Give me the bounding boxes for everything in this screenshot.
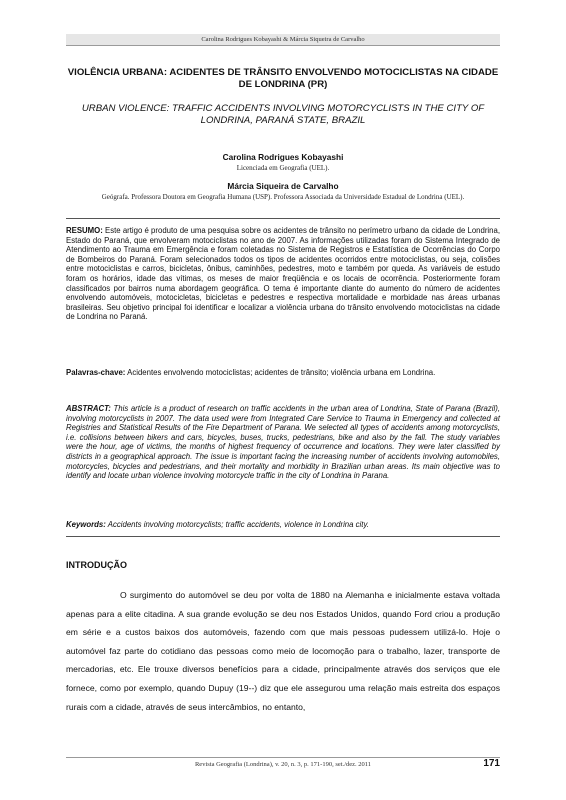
resumo-paragraph [66,226,500,322]
resumo-label: RESUMO: [66,226,103,235]
running-head: Carolina Rodrigues Kobayashi & Márcia Siqueira de Carvalho [66,34,500,46]
palavras-chave-label: Palavras-chave: [66,368,126,377]
palavras-chave-text: Acidentes envolvendo motociclistas; acidentes de trânsito; violência urbana em Londrina. [127,368,436,377]
abstract-label: ABSTRACT: [66,404,111,413]
author-affiliation: Geógrafa. Professora Doutora em Geografia Humana (USP). Professora Associada da Universidade Estadual de Londrina (UEL). [101,193,465,201]
author-name: Márcia Siqueira de Carvalho [227,181,339,191]
author-affiliation: Licenciada em Geografia (UEL). [236,164,330,172]
article-title-english: URBAN VIOLENCE: TRAFFIC ACCIDENTS INVOLVING MOTORCYCLISTS IN THE CITY OF LONDRINA, PARANÁ STATE, BRAZIL [81,103,485,126]
keywords-text: Accidents involving motorcyclists; traffic accidents, violence in Londrina city. [107,520,369,529]
keywords-paragraph [66,520,500,530]
section-heading: INTRODUÇÃO [66,560,127,570]
page-number: 171 [483,758,500,769]
abstract-text: This article is a product of research on traffic accidents in the urban area of Londrina, State of Parana (Brazil), involving motorcyclists in 2007. The data used were from Integrated Care Service to Trauma in Emergency and collected at Registries and Statistical Results of the Fire Department of Parana. We selected all types of accidents among motorcyclists, i.e. collisions between bikers and cars, bicycles, buses, trucks, pedestrians, bike and also by the fall. The study variables were the hour, age of victims, the months of highest frequency of occurrence and locations. They were later classified by districts in a geographical approach. The issue is important facing the increasing number of accidents involving automobiles, motorcycles, bicycles and pedestrians, and their mortality and morbidity in Brazilian urban areas. Its main objective was to identify and locate urban violence involving motorcycle traffic in the city of Londrina in Parana. [66,404,501,481]
author-name: Carolina Rodrigues Kobayashi [222,152,344,162]
keywords-label: Keywords: [66,520,106,529]
footer-divider [66,757,500,758]
resumo-text: Este artigo é produto de uma pesquisa sobre os acidentes de trânsito no perímetro urbano da cidade de Londrina, Estado do Paraná, que envolveram motociclistas no ano de 2007. As informações utilizadas foram do Sistema Integrado de Atendimento ao Trauma em Emergência e foram coletadas no Sistema de Registros e Estatística de Ocorrências do Corpo de Bombeiros do Paraná. Foram selecionados todos os tipos de acidentes ocorridos entre motociclistas, ou seja, colisões entre motociclistas e carros, bicicletas, ônibus, caminhões, pedestres, moto e também por queda. As variáveis de estudo foram os horários, idade das vítimas, os meses de maior freqüência e os locais de ocorrência. Posteriormente foram classificados por bairros numa abordagem geográfica. O tema é importante diante do aumento do número de acidentes envolvendo automóveis, motocicletas, bicicletas e pedestres e respectiva mortalidade e morbidade nas áreas urbanas brasileiras. Seu objetivo principal foi identificar e localizar a violência urbana do trânsito envolvendo motociclistas na cidade de Londrina no Paraná. [66,226,500,322]
body-paragraph: O surgimento do automóvel se deu por volta de 1880 na Alemanha e inicialmente estava voltada apenas para a elite citadina. A sua grande evolução se deu nos Estados Unidos, quando Ford criou a produção em série e a custos baixos dos automóveis, fazendo com que mais pessoas pudessem utilizá-lo. Hoje o automóvel faz parte do cotidiano das pessoas como meio de locomoção para o trabalho, lazer, transporte de mercadorias, etc. Ele trouxe diversos benefícios para a cidade, principalmente através dos serviços que ele fornece, como por exemplo, quando Dupuy (19--) diz que ele assegurou uma relação mais estreita dos espaços rurais com a cidade, através de seus intercâmbios, no entanto, [66,590,500,712]
palavras-chave-paragraph [66,368,500,378]
abstract-paragraph [66,404,500,481]
journal-citation: Revista Geografia (Londrina), v. 20, n. 3, p. 171-190, set./dez. 2011 [194,761,372,768]
article-title: VIOLÊNCIA URBANA: ACIDENTES DE TRÂNSITO ENVOLVENDO MOTOCICLISTAS NA CIDADE DE LONDRINA (PR) [67,67,499,90]
